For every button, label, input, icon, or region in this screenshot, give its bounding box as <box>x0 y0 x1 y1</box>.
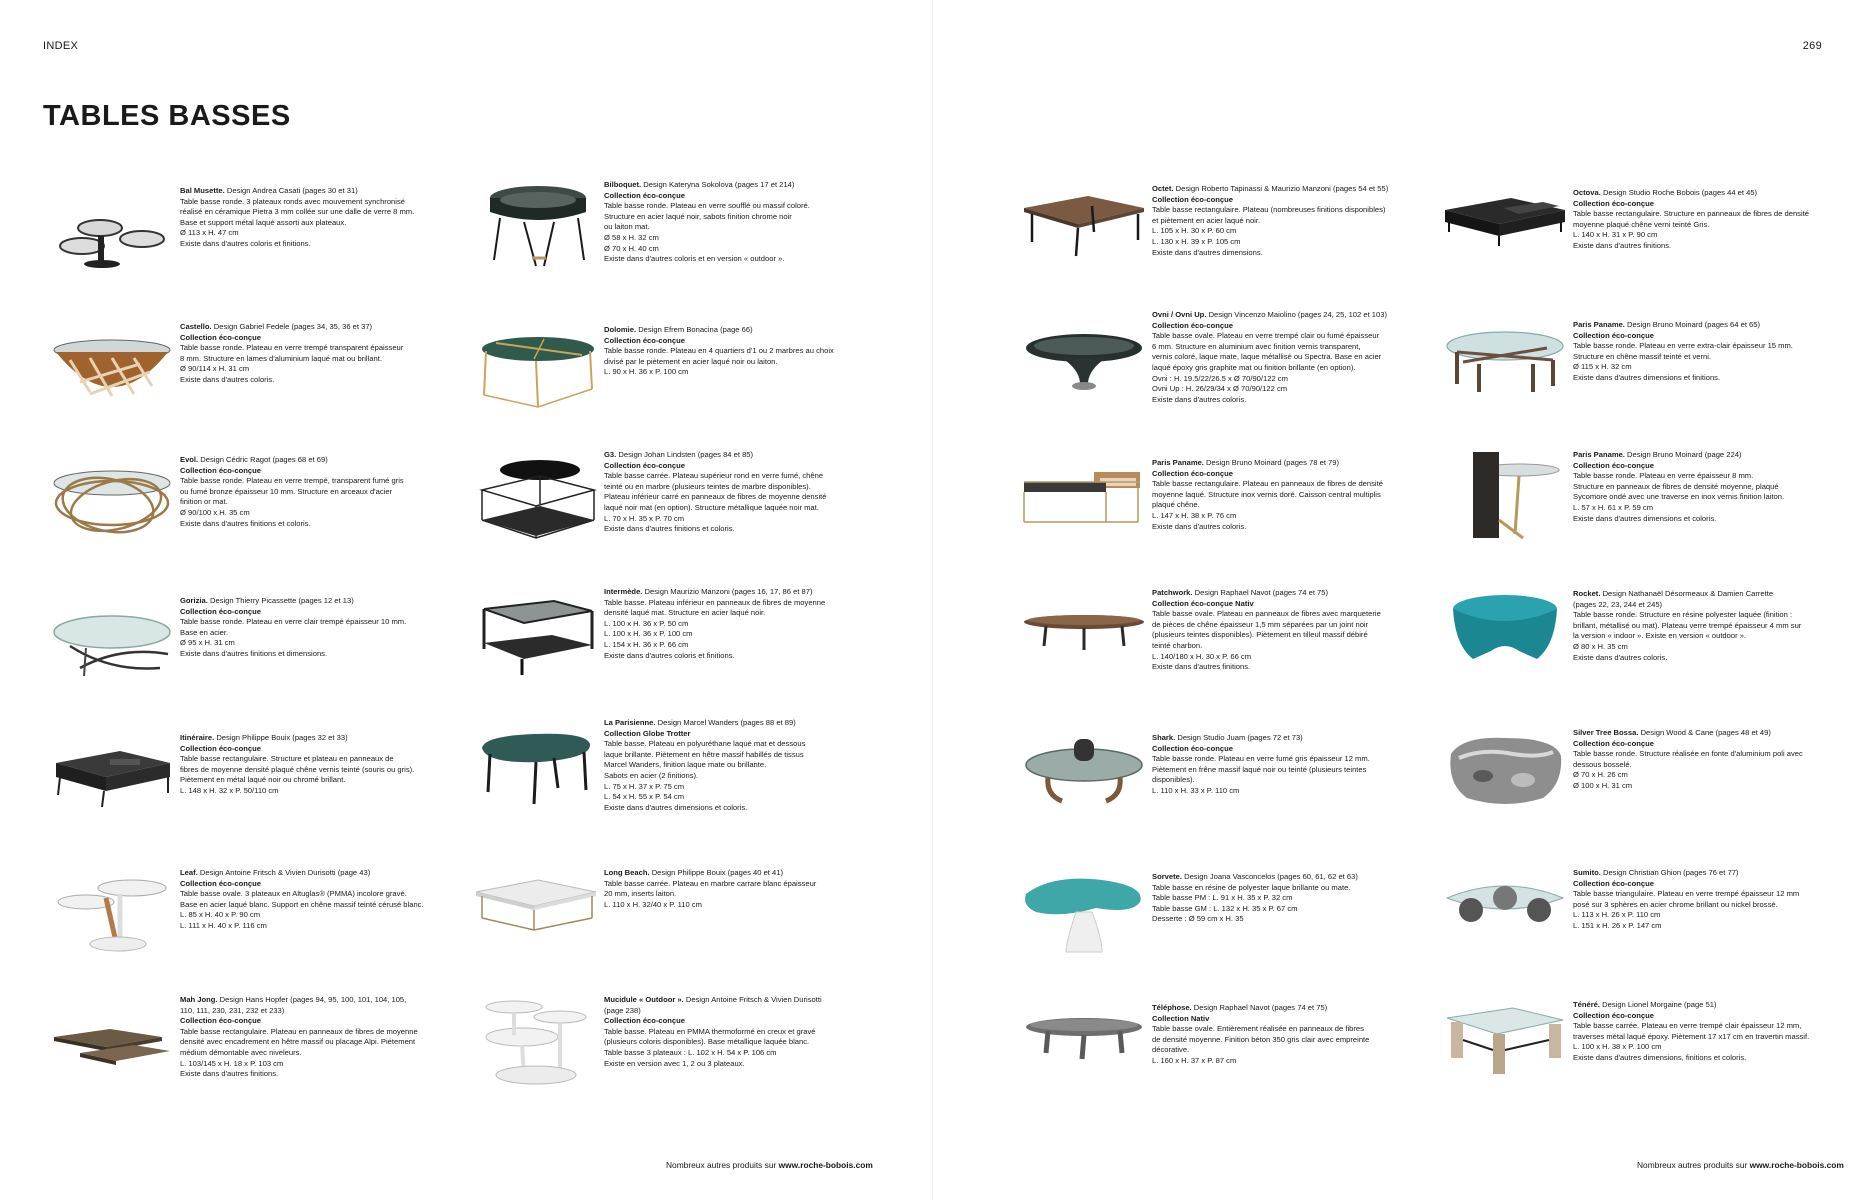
page-spine <box>932 0 933 1200</box>
product-name: Patchwork. <box>1152 588 1193 597</box>
product-design: Design Antoine Fritsch & Vivien Durisotti (page 43) <box>199 868 371 877</box>
product-detail: Ø 95 x H. 31 cm <box>180 638 235 648</box>
product-detail: Table basse PM : L. 91 x H. 35 x P. 32 cm <box>1152 893 1293 903</box>
product-name: Ovni / Ovni Up. <box>1152 310 1207 319</box>
product-design: Design Andrea Casati (pages 30 et 31) <box>226 186 358 195</box>
product-entry <box>1443 589 1863 679</box>
collection-label: Collection éco-conçue <box>1573 738 1655 748</box>
square-teal-table-icon <box>474 718 598 808</box>
product-detail: Existe dans d'autres coloris. <box>1152 394 1247 404</box>
collection-label: Collection éco-conçue <box>1573 198 1655 208</box>
product-detail: moyenne plaqué chêne verni teinté Gris. <box>1573 219 1710 229</box>
product-detail: ou fumé bronze épaisseur 10 mm. Structure en arceaux d'acier <box>180 486 393 496</box>
product-entry <box>1022 184 1442 274</box>
product-detail: Base en acier laqué blanc. Support en chêne massif teinté cérusé blanc. <box>180 899 424 909</box>
product-detail: Table basse carrée. Plateau en marbre carrare blanc épaisseur <box>604 878 817 888</box>
product-detail: moyenne laqué. Structure inox vernis doré. Caisson central multiplis <box>1152 489 1381 499</box>
dark-box-table-icon <box>1443 188 1567 278</box>
product-name: Sorvete. <box>1152 872 1182 881</box>
product-design: Design Thierry Picassette (pages 12 et 13) <box>209 596 354 605</box>
product-entry <box>474 995 894 1085</box>
product-detail: (plusieurs coloris disponibles). Base métallique laquée blanc. <box>604 1037 810 1047</box>
collection-label: Collection éco-conçue <box>180 465 262 475</box>
product-detail: brillant, métallisé ou mat). Plateau verre trempé épaisseur 4 mm sur <box>1573 620 1802 630</box>
collection-label: Collection éco-conçue <box>180 606 262 616</box>
product-detail: L. 100 x H. 36 x P. 50 cm <box>604 618 689 628</box>
product-entry <box>1022 458 1442 548</box>
product-name: Paris Paname. <box>1152 458 1204 467</box>
product-entry <box>1443 728 1863 818</box>
product-detail: de pièces de chêne épaisseur 1,5 mm séparées par un joint noir <box>1152 619 1369 629</box>
oval-wood-table-icon <box>1022 588 1146 678</box>
product-detail: Existe dans d'autres finitions et coloris. <box>180 518 311 528</box>
product-detail: Existe dans d'autres coloris et finitions. <box>604 650 735 660</box>
product-entry <box>1022 1003 1442 1093</box>
product-design: Design Christian Ghion (pages 76 et 77) <box>1602 868 1739 877</box>
product-name: Intermède. <box>604 587 643 596</box>
product-entry <box>1443 450 1863 540</box>
tiered-round-tables-icon <box>50 186 174 276</box>
collection-label: Collection éco-conçue <box>180 743 262 753</box>
product-design: Design Lionel Morgaine (page 51) <box>1602 1000 1717 1009</box>
gold-frame-table-icon <box>1022 458 1146 548</box>
product-design: Design Efrem Bonacina (page 66) <box>638 325 753 334</box>
product-detail: L. 85 x H. 40 x P. 90 cm <box>180 910 261 920</box>
two-level-table-icon <box>474 587 598 677</box>
product-detail: laqué époxy gris graphite mat ou finition brillante (en option). <box>1152 362 1356 372</box>
product-design: Design Joana Vasconcelos (pages 60, 61, 62 et 63) <box>1184 872 1358 881</box>
collection-label: Collection Nativ <box>1152 1013 1210 1023</box>
product-name: G3. <box>604 450 617 459</box>
product-design: Design Hans Hopfer (pages 94, 95, 100, 101, 104, 105, <box>219 995 407 1004</box>
product-detail: vernis coloré, laque mate, laque métallisé ou Spectra. Base en acier <box>1152 352 1382 362</box>
product-detail: plaqué chêne. <box>1152 500 1200 510</box>
product-detail: L. 110 x H. 33 x P. 110 cm <box>1152 785 1240 795</box>
page-title: TABLES BASSES <box>43 100 291 132</box>
product-entry <box>1443 868 1863 958</box>
product-detail: Marcel Wanders, finition laque mate ou brillante. <box>604 760 767 770</box>
product-detail: finition or mat. <box>180 497 228 507</box>
product-design: Design Philippe Bouix (pages 32 et 33) <box>216 733 348 742</box>
product-detail: Structure en chêne massif teinté et verni. <box>1573 351 1712 361</box>
product-detail: Ø 70 x H. 26 cm <box>1573 770 1628 780</box>
product-detail: Existe dans d'autres dimensions. <box>1152 247 1263 257</box>
collection-label: Collection éco-conçue <box>1152 468 1234 478</box>
footer-right <box>1637 1160 1844 1170</box>
product-design: Design Philippe Bouix (pages 40 et 41) <box>651 868 783 877</box>
product-name: Paris Paname. <box>1573 320 1625 329</box>
product-detail: Ø 90/114 x H. 31 cm <box>180 364 250 374</box>
product-detail: Table basse triangulaire. Plateau en verre trempé épaisseur 12 mm <box>1573 889 1800 899</box>
product-detail: Existe dans d'autres coloris et en version « outdoor ». <box>604 254 785 264</box>
product-detail: médium démontable avec niveleurs. <box>180 1047 302 1057</box>
product-detail: Existe dans d'autres dimensions, finitions et coloris. <box>1573 1052 1747 1062</box>
product-detail: 6 mm. Structure en aluminium avec finition vernis transparent, <box>1152 341 1361 351</box>
product-design: Design Bruno Moinard (pages 78 et 79) <box>1206 458 1340 467</box>
collection-label: Collection éco-conçue <box>604 460 686 470</box>
product-detail: laque brillante. Piètement en hêtre massif habillés de tissus <box>604 749 804 759</box>
product-detail: L. 110 x H. 32/40 x P. 110 cm <box>604 899 702 909</box>
product-design: Design Marcel Wanders (pages 88 et 89) <box>657 718 796 727</box>
product-detail: laqué noir mat (en option). Structure métallique laquée noir mat. <box>604 502 819 512</box>
website-link[interactable]: www.roche-bobois.com <box>1749 1160 1844 1170</box>
footer-left <box>666 1160 873 1170</box>
marble-square-table-icon <box>474 868 598 958</box>
product-design: Design Studio Roche Bobois (pages 44 et 45) <box>1602 188 1758 197</box>
travertine-glass-table-icon <box>1443 1000 1567 1090</box>
product-detail: Existe dans d'autres dimensions et coloris. <box>604 802 748 812</box>
product-detail: divisé par le piètement en acier laqué noir ou laiton. <box>604 356 778 366</box>
product-detail: densité avec encadrement en hêtre massif ou placage Alpi. Piétement <box>180 1037 416 1047</box>
product-detail: Existe dans d'autres finitions. <box>1152 662 1251 672</box>
product-detail: 20 mm, inserts laiton. <box>604 889 677 899</box>
product-entry <box>50 455 470 545</box>
product-detail: Table basse ovale. Plateau en verre trempé clair ou fumé épaisseur <box>1152 331 1380 341</box>
product-entry <box>474 450 894 540</box>
product-detail: fibres de moyenne densité plaqué chêne vernis teinté (souris ou gris). <box>180 764 415 774</box>
product-design: Design Maurizio Manzoni (pages 16, 17, 86 et 87) <box>644 587 813 596</box>
product-design: Design Bruno Moinard (page 224) <box>1627 450 1742 459</box>
product-detail: Plateau inférieur carré en panneaux de fibres de moyenne densité <box>604 492 827 502</box>
rectangular-box-table-icon <box>50 733 174 823</box>
collection-label: Collection éco-conçue <box>1152 320 1234 330</box>
product-entry <box>1022 872 1442 962</box>
product-detail: Table basse. Plateau en PMMA thermoformé en creux et gravé <box>604 1026 816 1036</box>
product-name: Téléphose. <box>1152 1003 1192 1012</box>
product-detail: dessous bosselé. <box>1573 759 1632 769</box>
product-name: Shark. <box>1152 733 1176 742</box>
product-name: Mucidule « Outdoor ». <box>604 995 684 1004</box>
marble-round-table-icon <box>474 325 598 415</box>
product-detail: Table basse rectangulaire. Plateau en panneaux de fibres de densité <box>1152 479 1383 489</box>
product-detail: ou laiton mat. <box>604 222 650 232</box>
product-entry <box>1022 588 1442 678</box>
product-name: Gorizia. <box>180 596 208 605</box>
product-detail: Table basse en résine de polyester laque brillante ou mate. <box>1152 882 1351 892</box>
product-detail: Base et support métal laqué assorti aux plateaux. <box>180 217 347 227</box>
product-detail: Structure en panneaux de fibres de densité moyenne, plaqué <box>1573 481 1779 491</box>
product-detail: densité laqué mat. Structure en acier laqué noir. <box>604 608 766 618</box>
product-detail: réalisé en céramique Pietra 3 mm collée sur une dalle de verre 8 mm. <box>180 207 415 217</box>
collection-label: Collection éco-conçue <box>1573 1010 1655 1020</box>
product-detail: L. 130 x H. 39 x P. 105 cm <box>1152 236 1241 246</box>
wire-frame-table-icon <box>474 450 598 540</box>
product-detail: (page 238) <box>604 1005 641 1015</box>
product-name: Long Beach. <box>604 868 650 877</box>
product-detail: Ø 90/100 x H. 35 cm <box>180 507 250 517</box>
product-design: Design Cédric Ragot (pages 68 et 69) <box>200 455 328 464</box>
product-entry <box>474 325 894 415</box>
product-entry <box>50 186 470 276</box>
low-stacked-table-icon <box>50 995 174 1085</box>
product-detail: 8 mm. Structure en lames d'aluminium laqué mat ou brillant. <box>180 353 382 363</box>
product-detail: Ø 115 x H. 32 cm <box>1573 362 1632 372</box>
product-entry <box>50 596 470 686</box>
product-detail: Ø 70 x H. 40 cm <box>604 243 659 253</box>
product-detail: Existe dans d'autres finitions et coloris. <box>604 524 735 534</box>
product-detail: Piètement en frêne massif laqué noir ou teinté (plusieurs teintes <box>1152 764 1367 774</box>
product-detail: L. 147 x H. 38 x P. 76 cm <box>1152 510 1237 520</box>
product-name: Bilboquet. <box>604 180 642 189</box>
product-name: Bal Musette. <box>180 186 225 195</box>
product-detail: Table basse rectangulaire. Plateau (nombreuses finitions disponibles) <box>1152 205 1386 215</box>
product-name: Sumito. <box>1573 868 1601 877</box>
product-detail: Existe dans d'autres coloris et finitions. <box>180 238 311 248</box>
product-detail: L. 140 x H. 31 x P. 90 cm <box>1573 230 1658 240</box>
product-detail: (pages 22, 23, 244 et 245) <box>1573 599 1663 609</box>
collection-label: Collection éco-conçue <box>1573 460 1655 470</box>
product-entry <box>50 322 470 412</box>
product-entry <box>474 868 894 958</box>
product-detail: Table basse ronde. Plateau en verre soufflé ou massif coloré. <box>604 201 810 211</box>
product-detail: Base en acier. <box>180 627 229 637</box>
product-name: Rocket. <box>1573 589 1601 598</box>
product-entry <box>1022 733 1442 823</box>
product-detail: Table basse. Plateau en polyuréthane laqué mat et dessous <box>604 739 806 749</box>
product-name: Octet. <box>1152 184 1174 193</box>
product-detail: L. 148 x H. 32 x P. 50/110 cm <box>180 785 279 795</box>
collection-label: Collection éco-conçue <box>1152 194 1234 204</box>
side-table-icon <box>1443 450 1567 540</box>
drum-table-icon <box>474 180 598 270</box>
sphere-base-table-icon <box>1443 868 1567 958</box>
product-entry <box>50 868 470 958</box>
product-detail: Table basse ovale. 3 plateaux en Altuglas® (PMMA) incolore gravé. <box>180 889 407 899</box>
product-name: Paris Paname. <box>1573 450 1625 459</box>
product-detail: Table basse ronde. Structure en résine polyester laquée (finition : <box>1573 610 1793 620</box>
product-entry <box>50 995 470 1085</box>
product-detail: Table basse. Plateau inférieur en panneaux de fibres de moyenne <box>604 597 826 607</box>
walnut-square-table-icon <box>1022 184 1146 274</box>
ring-frame-table-icon <box>50 455 174 545</box>
product-design: Design Bruno Moinard (pages 64 et 65) <box>1627 320 1761 329</box>
product-entry <box>1022 310 1442 405</box>
product-detail: Table basse ronde. Structure réalisée en fonte d'aluminium poli avec <box>1573 749 1803 759</box>
section-label: INDEX <box>43 40 79 52</box>
product-detail: de densité moyenne. Finition béton 350 gris clair avec empreinte <box>1152 1034 1370 1044</box>
product-entry <box>1443 1000 1863 1090</box>
product-name: Octova. <box>1573 188 1601 197</box>
collection-label: Collection éco-conçue <box>1573 330 1655 340</box>
product-detail: Table basse ovale. Plateau en panneaux de fibres avec marqueterie <box>1152 609 1381 619</box>
concrete-oval-table-icon <box>1022 1003 1146 1093</box>
product-detail: Table basse ronde. Plateau en 4 quartiers d'1 ou 2 marbres au choix <box>604 346 834 356</box>
mushroom-table-icon <box>474 995 598 1085</box>
product-detail: Existe dans d'autres dimensions et coloris. <box>1573 513 1717 523</box>
product-design: Design Raphael Navot (pages 74 et 75) <box>1194 588 1329 597</box>
product-design: Design Kateryna Sokolova (pages 17 et 214) <box>643 180 795 189</box>
product-design: Design Wood & Cane (pages 48 et 49) <box>1640 728 1771 737</box>
product-detail: Existe dans d'autres dimensions et finitions. <box>1573 372 1721 382</box>
leaf-tiered-table-icon <box>50 868 174 958</box>
product-design: Design Vincenzo Maiolino (pages 24, 25, 102 et 103) <box>1208 310 1387 319</box>
product-detail: Ø 58 x H. 32 cm <box>604 232 659 242</box>
product-detail: L. 100 x H. 36 x P. 100 cm <box>604 629 693 639</box>
product-detail: Existe dans d'autres finitions. <box>1573 240 1672 250</box>
product-detail: L. 54 x H. 55 x P. 54 cm <box>604 792 685 802</box>
product-entry <box>50 733 470 823</box>
product-detail: Existe en version avec 1, 2 ou 3 plateaux. <box>604 1058 745 1068</box>
silver-cast-table-icon <box>1443 728 1567 818</box>
product-detail: Table basse ovale. Entièrement réalisée en panneaux de fibres <box>1152 1024 1364 1034</box>
product-name: Castello. <box>180 322 212 331</box>
website-link[interactable]: www.roche-bobois.com <box>778 1160 873 1170</box>
product-detail: Sycomore ondé avec une traverse en inox vernis finition laiton. <box>1573 492 1785 502</box>
product-detail: Ovni Up : H. 26/29/34 x Ø 70/90/122 cm <box>1152 384 1288 394</box>
product-name: Mah Jong. <box>180 995 218 1004</box>
product-name: La Parisienne. <box>604 718 656 727</box>
product-detail: posé sur 3 sphères en acier chrome brillant ou nickel brossé. <box>1573 899 1778 909</box>
collection-label: Collection éco-conçue <box>1573 878 1655 888</box>
product-detail: Table basse ronde. Plateau en verre fumé gris épaisseur 12 mm. <box>1152 754 1370 764</box>
collection-label: Collection éco-conçue <box>604 335 686 345</box>
product-detail: traverses métal laqué époxy. Piètement 17 x17 cm en travertin massif. <box>1573 1031 1810 1041</box>
product-detail: et piètement en acier laqué noir. <box>1152 215 1261 225</box>
footer-text: Nombreux autres produits sur <box>1637 1160 1748 1170</box>
product-entry <box>474 587 894 677</box>
product-detail: L. 103/145 x H. 18 x P. 103 cm <box>180 1058 284 1068</box>
product-detail: Table basse 3 plateaux : L. 102 x H. 54 x P. 106 cm <box>604 1047 777 1057</box>
product-detail: Desserte : Ø 59 cm x H. 35 <box>1152 914 1244 924</box>
collection-label: Collection éco-conçue <box>180 1016 262 1026</box>
product-entry <box>1443 320 1863 410</box>
product-detail: 110, 111, 230, 231, 232 et 233) <box>180 1005 285 1015</box>
product-detail: L. 57 x H. 61 x P. 59 cm <box>1573 502 1654 512</box>
footer-text: Nombreux autres produits sur <box>666 1160 777 1170</box>
product-detail: Ø 80 x H. 35 cm <box>1573 641 1628 651</box>
product-detail: Table basse ronde. Plateau en verre extra-clair épaisseur 15 mm. <box>1573 341 1793 351</box>
product-detail: Table basse carrée. Plateau supérieur rond en verre fumé, chêne <box>604 471 824 481</box>
product-detail: Table basse ronde. Plateau en verre trempé transparent épaisseur <box>180 343 404 353</box>
collection-label: Collection éco-conçue Nativ <box>1152 598 1254 608</box>
product-detail: Sabots en acier (2 finitions). <box>604 770 699 780</box>
product-detail: L. 105 x H. 30 x P. 60 cm <box>1152 226 1237 236</box>
product-detail: Existe dans d'autres finitions et dimensions. <box>180 648 328 658</box>
product-detail: Existe dans d'autres coloris. <box>1152 521 1247 531</box>
product-design: Design Nathanaël Désormeaux & Damien Carrette <box>1602 589 1774 598</box>
collection-label: Collection éco-conçue <box>180 878 262 888</box>
product-detail: Table basse ronde. Plateau en verre épaisseur 8 mm. <box>1573 471 1754 481</box>
product-detail: L. 111 x H. 40 x P. 116 cm <box>180 920 267 930</box>
product-detail: L. 151 x H. 26 x P. 147 cm <box>1573 920 1662 930</box>
ice-cream-table-icon <box>1022 872 1146 962</box>
product-detail: décorative. <box>1152 1045 1190 1055</box>
saucer-table-icon <box>1022 310 1146 400</box>
collection-label: Collection éco-conçue <box>1152 743 1234 753</box>
product-detail: Table basse ronde. Plateau en verre trempé, transparent fumé gris <box>180 476 404 486</box>
product-detail: Table basse rectangulaire. Plateau en panneaux de fibres de moyenne <box>180 1026 418 1036</box>
product-detail: L. 90 x H. 36 x P. 100 cm <box>604 367 689 377</box>
product-detail: Ovni : H. 19.5/22/26.5 x Ø 70/90/122 cm <box>1152 373 1288 383</box>
product-detail: L. 75 x H. 37 x P. 75 cm <box>604 781 685 791</box>
product-design: Design Raphael Navot (pages 74 et 75) <box>1193 1003 1328 1012</box>
product-detail: teinté ou en marbre (plusieurs teintes de marbre disponibles). <box>604 481 811 491</box>
product-name: Evol. <box>180 455 199 464</box>
collection-label: Collection éco-conçue <box>180 332 262 342</box>
product-design: Design Gabriel Fedele (pages 34, 35, 36 et 37) <box>213 322 373 331</box>
collection-label: Collection éco-conçue <box>604 1016 686 1026</box>
product-detail: Table basse rectangulaire. Structure et plateau en panneaux de <box>180 754 394 764</box>
product-detail: Table basse rectangulaire. Structure en panneaux de fibres de densité <box>1573 209 1809 219</box>
product-entry <box>474 180 894 270</box>
product-detail: Existe dans d'autres coloris. <box>180 374 275 384</box>
glass-round-table-icon <box>50 596 174 686</box>
product-name: Ténéré. <box>1573 1000 1601 1009</box>
product-design: Design Studio Juam (pages 72 et 73) <box>1177 733 1303 742</box>
product-design: Design Antoine Fritsch & Vivien Durisotti <box>685 995 822 1004</box>
product-name: Leaf. <box>180 868 198 877</box>
product-detail: Table basse ronde. Plateau en verre clair trempé épaisseur 10 mm. <box>180 617 407 627</box>
product-detail: Existe dans d'autres finitions. <box>180 1069 279 1079</box>
product-name: Itinéraire. <box>180 733 215 742</box>
product-entry <box>1443 188 1863 278</box>
product-detail: Ø 113 x H. 47 cm <box>180 228 239 238</box>
lattice-bowl-table-icon <box>50 322 174 412</box>
page-number: 269 <box>1802 40 1822 52</box>
cross-base-glass-table-icon <box>1443 320 1567 410</box>
product-detail: L. 100 x H. 38 x P. 100 cm <box>1573 1042 1662 1052</box>
product-detail: teinté charbon. <box>1152 640 1203 650</box>
product-design: Design Roberto Tapinassi & Maurizio Manzoni (pages 54 et 55) <box>1175 184 1389 193</box>
product-detail: Ø 100 x H. 31 cm <box>1573 780 1633 790</box>
product-design: Design Johan Lindsten (pages 84 et 85) <box>618 450 754 459</box>
product-detail: Piètement en métal laqué noir ou chromé brillant. <box>180 775 346 785</box>
product-detail: Table basse GM : L. 132 x H. 35 x P. 67 cm <box>1152 903 1298 913</box>
teal-pod-table-icon <box>1443 589 1567 679</box>
product-detail: (plusieurs teintes disponibles). Piètement en tilleul massif débiré <box>1152 630 1368 640</box>
product-detail: L. 140/180 x H. 30 x P. 66 cm <box>1152 651 1252 661</box>
collection-label: Collection Globe Trotter <box>604 728 691 738</box>
product-name: Silver Tree Bossa. <box>1573 728 1639 737</box>
product-detail: Table basse ronde. 3 plateaux ronds avec mouvement synchronisé <box>180 196 405 206</box>
product-detail: Table basse carrée. Plateau en verre trempé clair épaisseur 12 mm, <box>1573 1021 1802 1031</box>
product-detail: L. 154 x H. 36 x P. 66 cm <box>604 639 689 649</box>
product-detail: L. 113 x H. 26 x P. 110 cm <box>1573 910 1661 920</box>
product-detail: la version « indoor ». Existe en version « outdoor ». <box>1573 631 1747 641</box>
product-detail: Existe dans d'autres coloris. <box>1573 652 1668 662</box>
smoked-glass-table-icon <box>1022 733 1146 823</box>
product-detail: L. 70 x H. 35 x P. 70 cm <box>604 513 685 523</box>
product-entry <box>474 718 894 813</box>
product-detail: Structure en acier laqué noir, sabots finition chrome noir <box>604 211 792 221</box>
product-name: Dolomie. <box>604 325 637 334</box>
collection-label: Collection éco-conçue <box>604 190 686 200</box>
product-detail: L. 160 x H. 37 x P. 87 cm <box>1152 1055 1237 1065</box>
product-detail: disponibles). <box>1152 775 1195 785</box>
